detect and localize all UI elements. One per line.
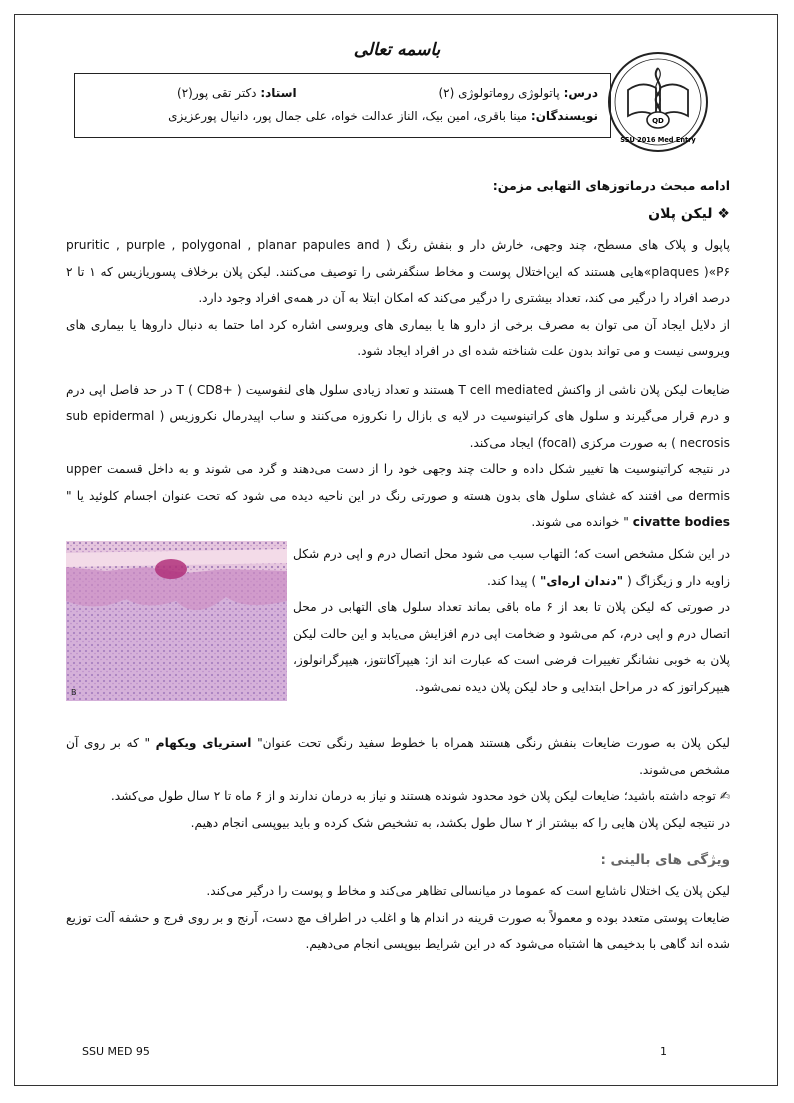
p3-part-a: ضایعات لیکن پلان ناشی از واکنش bbox=[557, 382, 730, 397]
p7-part-a: لیکن پلان به صورت ضایعات بنفش رنگی هستند همراه با خطوط سفید رنگی تحت عنوان" bbox=[257, 736, 730, 750]
p3-part-c: در حد فاصل اپی درم و درم قرار می‌گیرند و سلول های کراتینوسیت در لایه ی بازال را نکروزه می‌کنند و ساب اپیدرمال نکروزیس ( bbox=[66, 382, 730, 423]
authors-info bbox=[87, 109, 598, 123]
p1-line3: ۱ تا ۲ درصد افراد را درگیر می کند، تعداد بیشتری را درگیر می‌کند که امکان ابتلا به آن در همه‌ی افراد وجود دارد. bbox=[66, 264, 730, 305]
svg-text:QD: QD bbox=[652, 117, 664, 125]
p7-bold: استریای ویکهام bbox=[155, 736, 252, 750]
paragraph-3 bbox=[66, 377, 730, 457]
p1-line1: پاپول و پلاک های مسطح، چند وجهی، خارش دار و بنفش رنگ ( bbox=[385, 238, 731, 252]
paragraph-1 bbox=[66, 232, 730, 312]
p3-en-3: sub epidermal necrosis bbox=[66, 409, 730, 450]
clinical-paragraph-2: ضایعات پوستی متعدد بوده و معمولاً به صورت قرینه در اندام ها و اغلب در اطراف مچ دست، آرنج و بر روی فرج و حشفه آلت توزیع شده اند گاهی با بدخیمی ها اشتباه می‌شود که در این شرایط بیوپسی انجام می‌دهیم. bbox=[66, 910, 730, 951]
logo-caption: SSU 2016 Med Entry bbox=[620, 136, 696, 144]
lower-text bbox=[66, 730, 730, 836]
clinical-features-title: ویژگی های بالینی : bbox=[600, 852, 730, 868]
paragraph-4 bbox=[66, 456, 730, 536]
teacher-info bbox=[177, 86, 297, 100]
authors-value: مینا باقری، امین بیک، الناز عدالت خواه، علی جمال پور، دانیال پورعزیزی bbox=[168, 109, 528, 123]
intro-text bbox=[66, 232, 730, 536]
course-info bbox=[438, 86, 598, 100]
p4-part-c: " خوانده می شوند. bbox=[531, 515, 629, 529]
p1-line2-en: plaques bbox=[651, 264, 700, 279]
paragraph-5 bbox=[293, 541, 730, 594]
note-1: ✍ توجه داشته باشید؛ ضایعات لیکن پلان خود محدود شونده هستند و نیاز به درمان ندارند و از ۶ ماه تا ۲ سال طول می‌کشد. bbox=[110, 789, 730, 803]
course-value: پاتولوژی روماتولوژی (۲) bbox=[438, 86, 560, 100]
p3-en-2: T ( CD8+ ) bbox=[176, 382, 242, 397]
teacher-value: دکتر تقی پور(۲) bbox=[177, 86, 257, 100]
histology-image bbox=[66, 541, 287, 701]
paragraph-6: در صورتی که لیکن پلان تا بعد از ۶ ماه باقی بماند تعداد سلول های التهابی در محل اتصال درم و اپی درم، کم می‌شود و ضخامت اپی درم افزایش می‌یابد و این حالت لیکن پلان به خوبی نشانگر تغییرات فرضی است که عبارت اند از: هیپرآکانتوز، هیپرگرانولوز، هیپرکراتوز که در مراحل ابتدایی و حاد لیکن پلان دیده نمی‌شود. bbox=[293, 600, 731, 694]
footer-label: SSU MED 95 bbox=[82, 1045, 150, 1058]
authors-label: نویسندگان: bbox=[530, 109, 598, 123]
section-title: ❖ لیکن پلان bbox=[648, 206, 730, 222]
p3-part-d: ) به صورت مرکزی (focal) ایجاد می‌کند. bbox=[469, 435, 676, 450]
university-logo bbox=[606, 50, 710, 154]
section-subtitle: ادامه مبحث درماتوزهای التهابی مزمن: bbox=[492, 178, 730, 193]
basmala-heading: باسمه تعالی bbox=[353, 40, 441, 60]
image-label: B bbox=[71, 688, 77, 697]
clinical-text bbox=[66, 878, 730, 958]
p3-part-b: هستند و تعداد زیادی سلول های لنفوسیت bbox=[245, 382, 455, 397]
p1-line2: )«P۶»هایی هستند که این‌اختلال پوست و مخاط سنگفرشی را توصیف می‌کنند. لیکن پلان برخلاف پسوریازیس که bbox=[100, 264, 731, 279]
p1-line1-en: pruritic , purple , polygonal , planar papules and bbox=[66, 238, 380, 252]
paragraph-7 bbox=[66, 730, 730, 783]
note-2: در نتیجه لیکن پلان هایی را که بیشتر از ۲ سال طول بکشد، به تشخیص شک کرده و باید بیوپسی انجام دهیم. bbox=[190, 815, 730, 830]
p4-en-2: civatte bodies bbox=[632, 515, 730, 529]
p5-bold: "دندان اره‌ای" bbox=[540, 573, 624, 588]
teacher-label: استاد: bbox=[260, 86, 297, 100]
wrapped-text bbox=[293, 541, 730, 700]
p4-part-a: در نتیجه کراتینوسیت ها تغییر شکل داده و حالت چند وجهی خود را از دست می‌دهند و گرد می شوند و به داخل قسمت bbox=[106, 462, 730, 476]
course-label: درس: bbox=[563, 86, 598, 100]
p5-part-a: در این شکل مشخص است که؛ التهاب سبب می شود محل اتصال درم و اپی درم شکل زاویه دار و زیگزاگ ( bbox=[293, 547, 730, 588]
clinical-paragraph-1: لیکن پلان یک اختلال ناشایع است که عموما در میانسالی تظاهر می‌کند و مخاط و پوست را درگیر می‌کند. bbox=[206, 884, 730, 898]
p7-part-b: " که بر روی آن مشخص می‌شوند. bbox=[66, 736, 730, 777]
p5-part-b: ) پیدا کند. bbox=[487, 573, 537, 588]
page-number: 1 bbox=[660, 1045, 667, 1058]
p4-en-1: upper dermis bbox=[66, 462, 731, 503]
paragraph-2: از دلایل ایجاد آن می توان به مصرف برخی از دارو ها یا بیماری های ویروسی اشاره کرد اما حتما به دنبال داروها یا بیماری های ویروسی نیست و می تواند بدون علت شناخته شده ای در افراد ایجاد شود. bbox=[66, 317, 730, 358]
p4-part-b: می افتند که غشای سلول های بدون هسته و صورتی رنگ در این ناحیه دیده می شود که تحت عنوان اجسام کلوئید یا " bbox=[66, 488, 684, 503]
course-info-box bbox=[74, 73, 611, 138]
p3-en-1: T cell mediated bbox=[458, 382, 553, 397]
